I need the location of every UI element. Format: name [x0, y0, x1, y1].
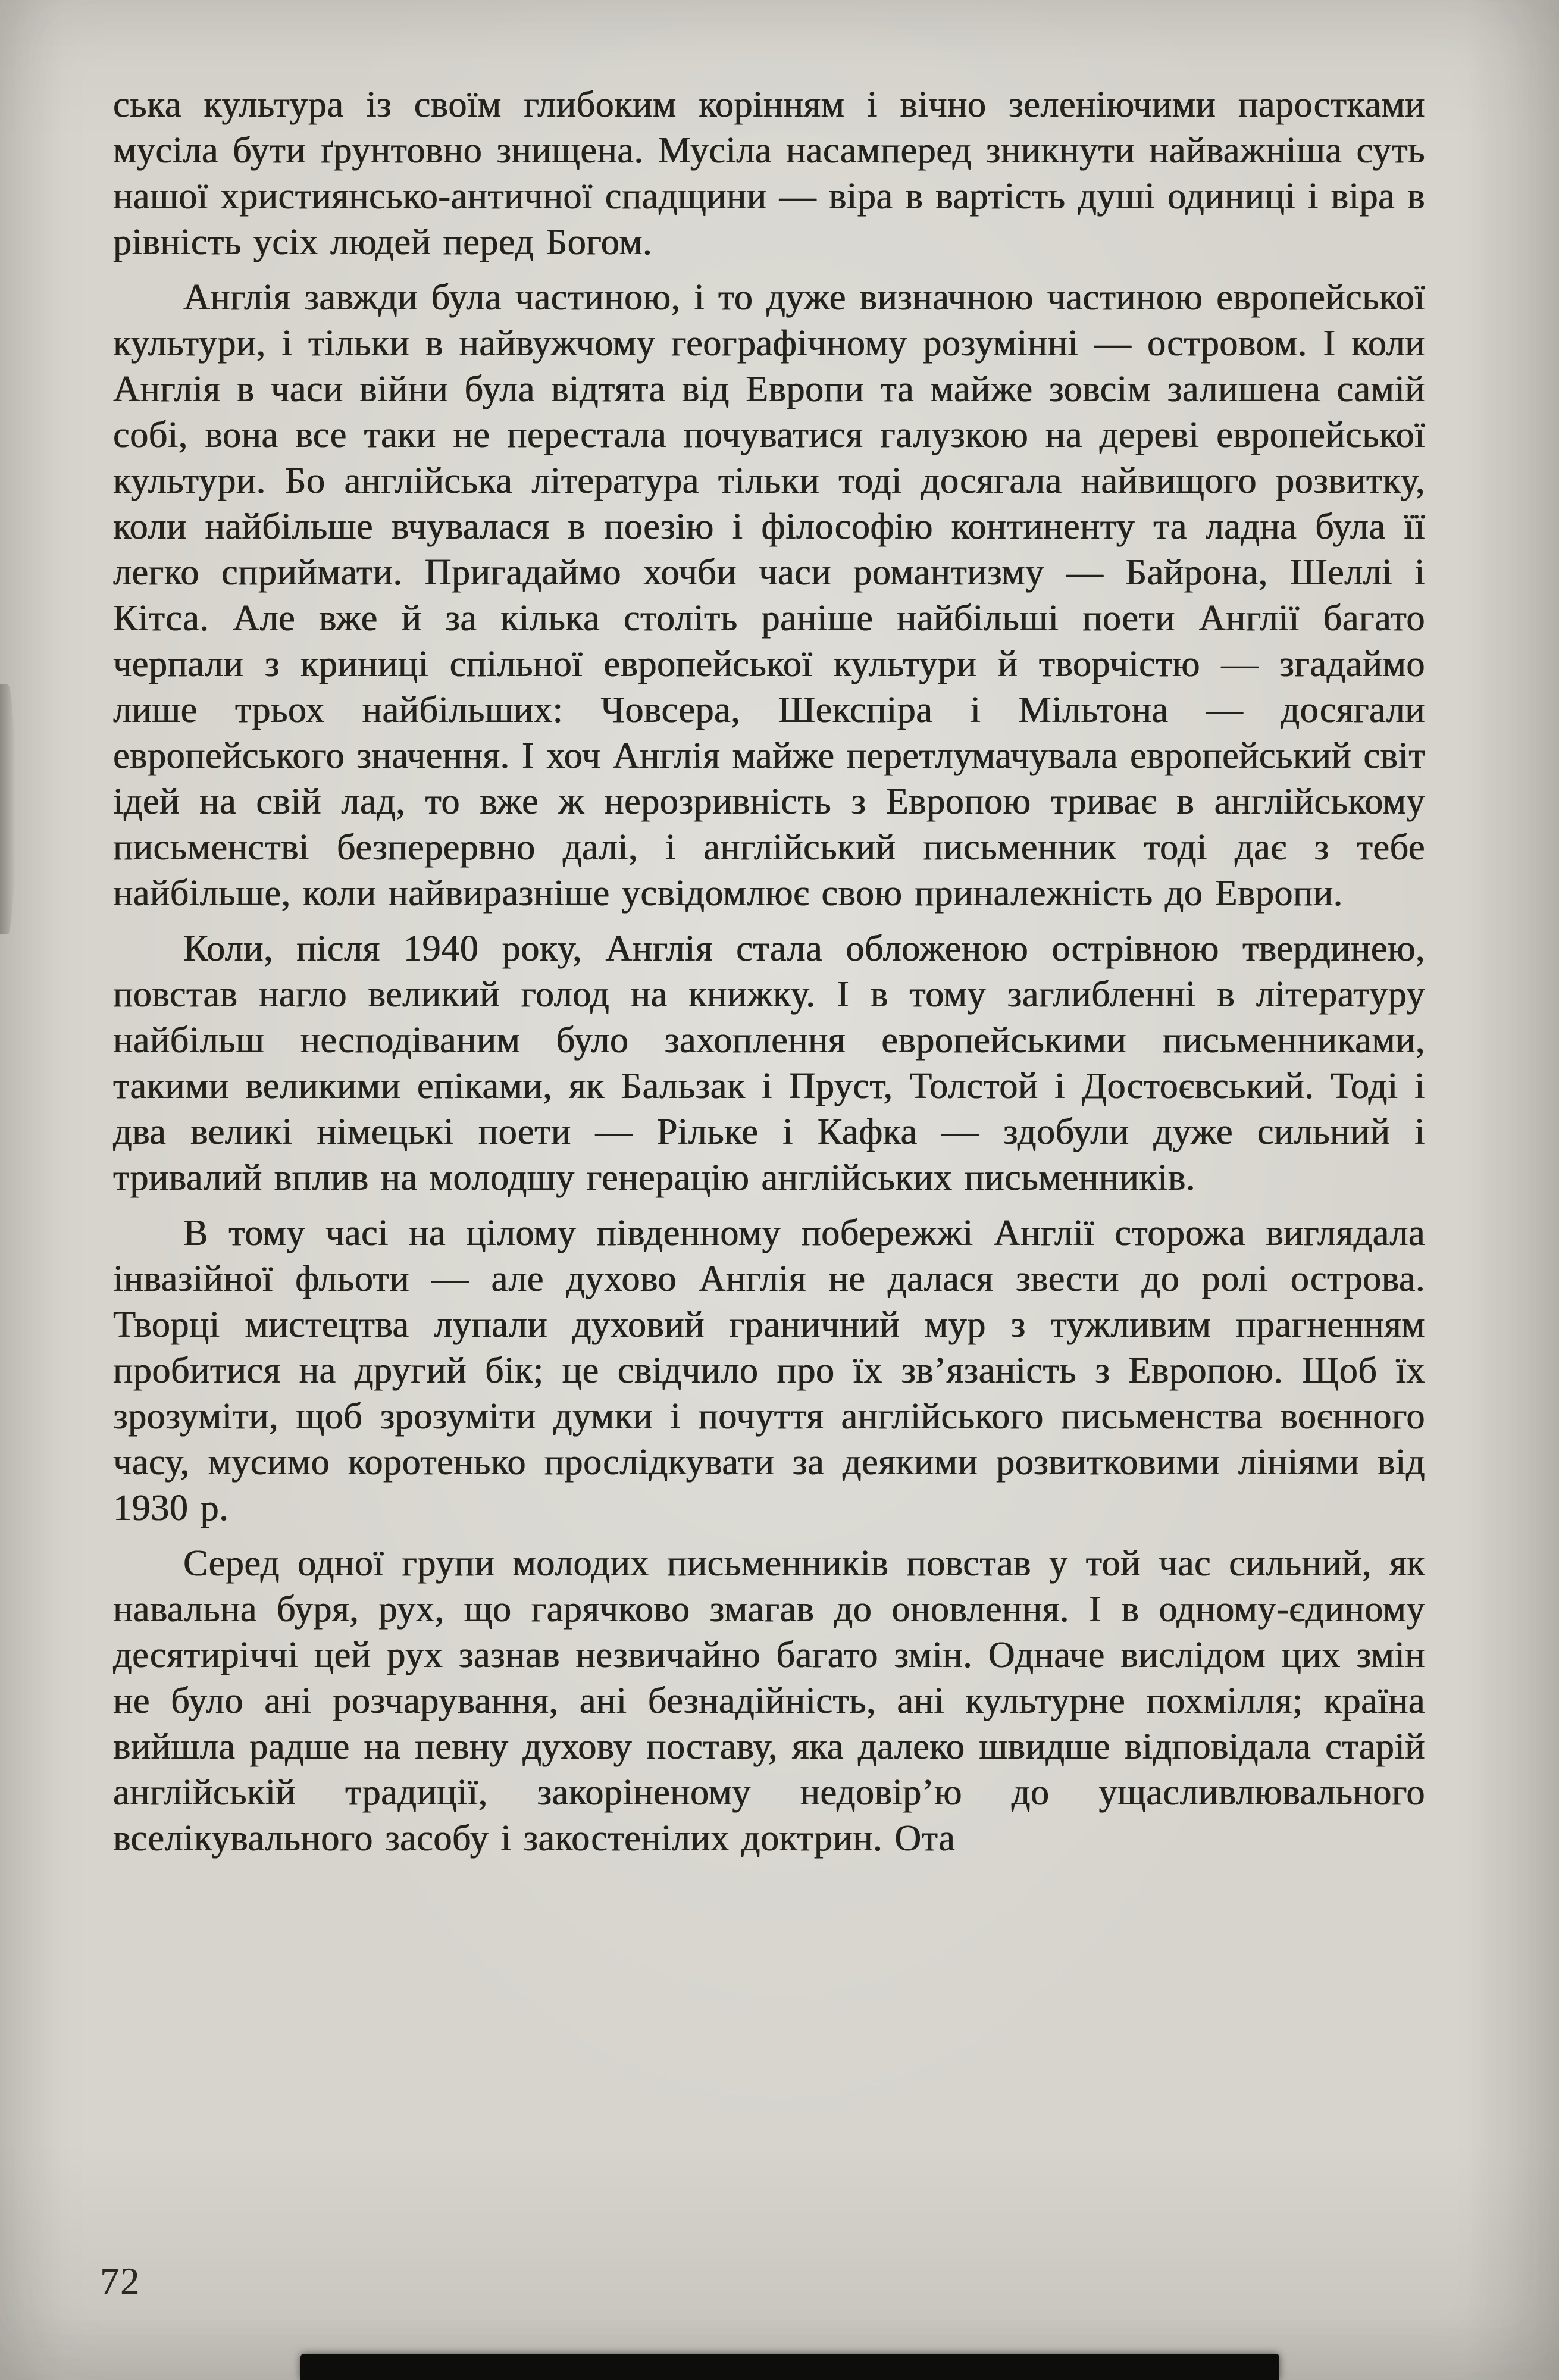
- text-block: [113, 82, 1425, 1862]
- paragraph: Серед одної групи молодих письменників повстав у той час сильний, як навальна буря, рух, що гарячково змагав до оновлення. І в одному-єдиному десятиріччі цей рух зазнав незвичайно багато змін. Одначе вислідом цих змін не було ані розчарування, ані безнадійність, ані культурне похмілля; країна вийшла радше на певну духову поставу, яка далеко швидше відповідала старій англійській традиції, закоріненому недовір’ю до ущасливлювального вселікувального засобу і закостенілих доктрин. Ота: [113, 1543, 1425, 1859]
- paragraph: В тому часі на цілому південному побережжі Англії сторожа виглядала інвазійної фльоти — але духово Англія не далася звести до ролі острова. Творці мистецтва лупали духовий граничний мур з тужливим прагненням пробитися на другий бік; це свідчило про їх зв’язаність з Европою. Щоб їх зрозуміти, щоб зрозуміти думки і почуття англійського письменства воєнного часу, мусимо коротенько прослідкувати за деякими розвитковими лініями від 1930 р.: [113, 1213, 1425, 1528]
- paragraph: ська культура із своїм глибоким корінням і вічно зеленіючими паростками мусіла бути ґрунтовно знищена. Мусіла насамперед зникнути найважніша суть нашої християнсько-античної спадщини — віра в вартість душі одиниці і віра в рівність усіх людей перед Богом.: [113, 85, 1425, 262]
- scan-artifact-bar: [300, 2354, 1279, 2380]
- scan-edge-smudge: [0, 684, 15, 934]
- page-number: 72: [100, 2260, 140, 2302]
- paragraph: Англія завжди була частиною, і то дуже визначною частиною европейської культури, і тільки в найвужчому географічному розумінні — островом. І коли Англія в часи війни була відтята від Европи та майже зовсім залишена самій собі, вона все таки не перестала почуватися галузкою на дереві европейської культури. Бо англійська література тільки тоді досягала найвищого розвитку, коли найбільше вчувалася в поезію і філософію континенту та ладна була її легко сприймати. Пригадаймо хочби часи романтизму — Байрона, Шеллі і Кітса. Але вже й за кілька століть раніше найбільші поети Англії багато черпали з криниці спільної европейської культури й творчістю — згадаймо лише трьох найбільших: Човсера, Шекспіра і Мільтона — досягали европейського значення. І хоч Англія майже перетлумачувала европейський світ ідей на свій лад, то вже ж нерозривність з Европою триває в англійському письменстві безперервно далі, і англійський письменник тоді дає з тебе найбільше, коли найвиразніше усвідомлює свою приналежність до Европи.: [113, 277, 1425, 914]
- paragraph: Коли, після 1940 року, Англія стала обложеною острівною твердинею, повстав нагло великий голод на книжку. І в тому заглибленні в літературу найбільш несподіваним було захоплення европейськими письменниками, такими великими епіками, як Бальзак і Пруст, Толстой і Достоєвський. Тоді і два великі німецькі поети — Рільке і Кафка — здобули дуже сильний і тривалий вплив на молодшу генерацію англійських письменників.: [113, 928, 1425, 1198]
